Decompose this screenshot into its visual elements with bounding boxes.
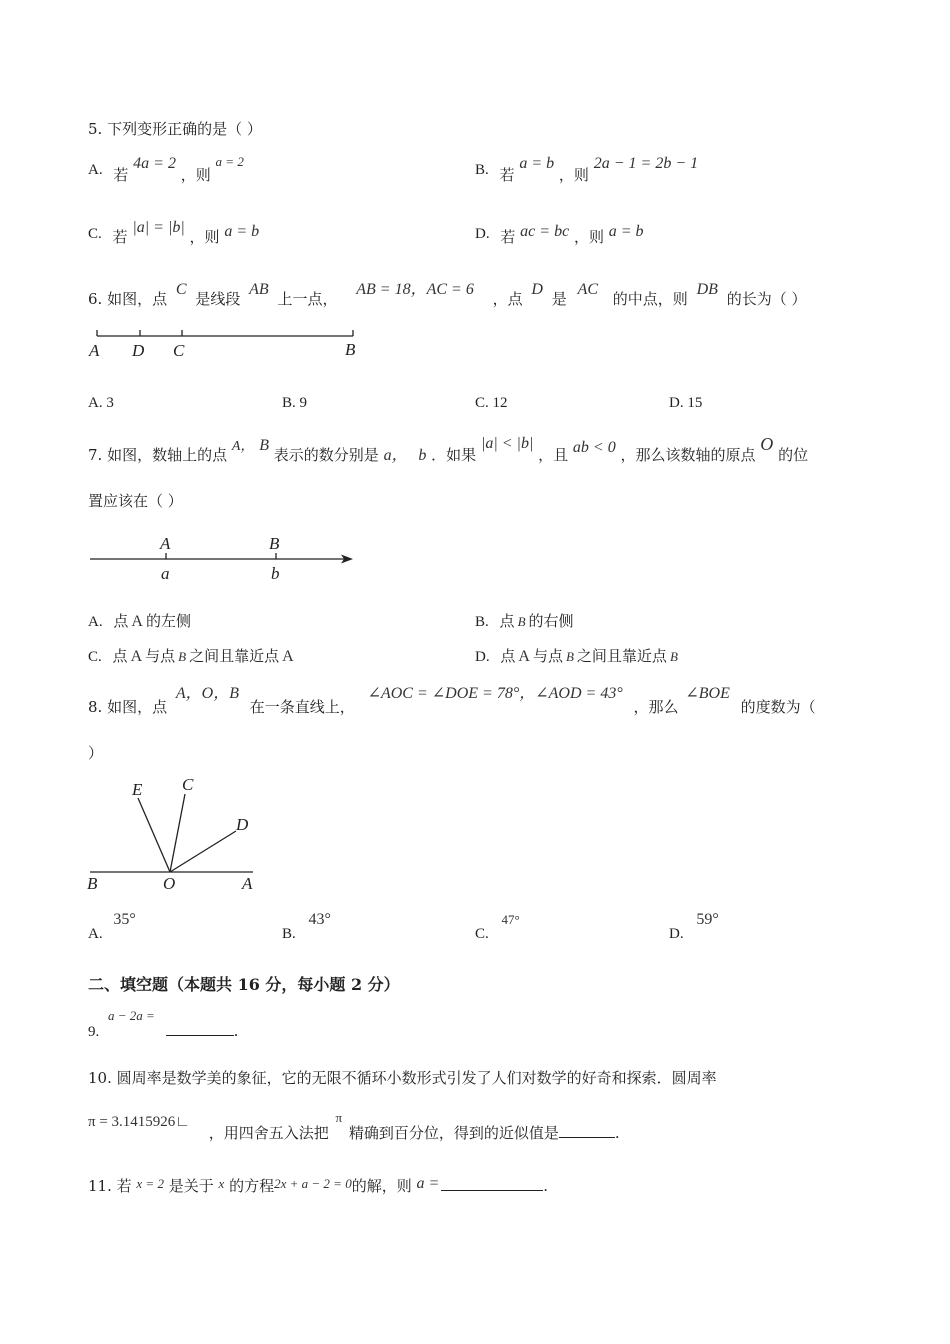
q7-option-a	[88, 610, 191, 631]
option-value: 35°	[113, 911, 136, 928]
q7-stem	[88, 432, 809, 464]
stem-text: 7. 如图，数轴上的点	[88, 446, 228, 464]
stem-text: ，且	[538, 446, 569, 464]
option-text: 若	[500, 228, 516, 246]
q8-option-a	[88, 910, 136, 942]
stem-text: 6. 如图，点	[88, 290, 168, 308]
option-value: 47°	[501, 912, 520, 927]
math-expression: x = 2	[136, 1176, 164, 1191]
point-label-c: C	[182, 775, 194, 794]
math-expression: ∠BOE	[685, 685, 730, 702]
point-label-e: E	[132, 780, 143, 799]
math-expression: 4a = 2	[133, 155, 176, 172]
q5-stem: 5. 下列变形正确的是（ ）	[88, 120, 262, 138]
option-label: C.	[475, 395, 489, 411]
math-expression: π	[335, 1110, 343, 1125]
option-label: C.	[88, 226, 102, 242]
option-text: 的左侧	[145, 612, 191, 630]
math-expression: a = 2	[215, 154, 244, 169]
option-label: B.	[475, 614, 489, 630]
stem-text: 的位	[778, 446, 809, 464]
option-text: 若	[113, 166, 129, 184]
q6-option-c	[475, 395, 508, 412]
math-expression: a =	[416, 1175, 440, 1192]
q6-option-d	[669, 395, 702, 412]
option-label: D.	[475, 226, 490, 242]
math-expression: B	[669, 649, 678, 664]
section-title: 二、填空题（本题共 16 分，每小题 2 分）	[88, 975, 400, 994]
option-value: 12	[492, 395, 508, 411]
stem-text: 是关于	[168, 1177, 214, 1195]
point-label-a: A	[89, 341, 100, 360]
stem-text: 是	[551, 290, 567, 308]
q8-option-c	[475, 910, 520, 942]
q9	[88, 1005, 239, 1040]
q5-option-d	[475, 222, 644, 246]
option-label: D.	[669, 926, 684, 942]
option-label: D.	[669, 395, 684, 411]
q10-line1: 10. 圆周率是数学美的象征，它的无限不循环小数形式引发了人们对数学的好奇和探索．圆周率	[88, 1069, 717, 1087]
q5-option-c	[88, 219, 260, 246]
option-text: 点	[500, 647, 516, 665]
answer-blank[interactable]	[559, 1123, 615, 1138]
math-expression: DB	[696, 281, 718, 298]
stem-text: 的长为（ ）	[726, 290, 807, 308]
point-label-b: B	[269, 534, 280, 553]
q6-stem	[88, 276, 807, 308]
option-text: 之间且靠近点	[576, 647, 667, 665]
math-expression: O	[760, 434, 774, 454]
option-text: ，则	[573, 228, 604, 246]
option-text: 点	[499, 612, 515, 630]
point-label-b: B	[345, 340, 356, 359]
q6-option-b	[282, 395, 307, 412]
q8-option-d	[669, 910, 719, 942]
math-expression: |a| = |b|	[132, 219, 185, 236]
option-value: 3	[106, 395, 114, 411]
stem-text: 的解，则	[351, 1177, 412, 1195]
option-text: 若	[499, 166, 515, 184]
stem-text: 8. 如图，点	[88, 698, 168, 716]
q7-option-c	[88, 645, 294, 666]
stem-text: 的度数为（	[740, 698, 816, 716]
q7-option-d	[475, 645, 678, 666]
q5-option-a	[88, 154, 244, 184]
option-text: 与点	[532, 647, 563, 665]
point-label-c: C	[173, 341, 185, 360]
q8-angle-figure	[85, 775, 265, 895]
option-label: D.	[475, 649, 490, 665]
option-text: 点	[112, 647, 128, 665]
point-label-a: A	[160, 534, 171, 553]
option-label: B.	[475, 162, 489, 178]
point-label-b: B	[87, 874, 98, 893]
math-expression: a = b	[608, 223, 644, 240]
option-text: ，则	[558, 166, 589, 184]
stem-text: 表示的数分别是	[273, 446, 379, 464]
q6-option-a	[88, 395, 114, 412]
option-text: 之间且靠近点	[189, 647, 280, 665]
math-expression: AB	[249, 281, 269, 298]
math-expression: B	[565, 649, 574, 664]
option-text: 与点	[145, 647, 176, 665]
math-expression: a = b	[224, 223, 260, 240]
math-expression: π = 3.1415926∟	[88, 1114, 190, 1130]
option-label: B.	[282, 395, 296, 411]
point-label-a: A	[242, 874, 253, 893]
answer-blank[interactable]	[166, 1021, 234, 1036]
question-number: 9.	[88, 1024, 100, 1040]
math-expression: ac = bc	[520, 223, 570, 240]
point-label-d: D	[236, 815, 249, 834]
q5-option-b	[475, 155, 699, 184]
option-value: 15	[687, 395, 703, 411]
value-label-a: a	[161, 564, 170, 583]
option-label: A.	[88, 926, 103, 942]
stem-text: .	[543, 1177, 549, 1195]
math-expression: B	[178, 649, 187, 664]
option-label: A.	[88, 395, 103, 411]
stem-text: ，用四舍五入法把	[208, 1124, 329, 1142]
math-expression: B	[259, 437, 269, 454]
stem-text: 在一条直线上，	[249, 698, 355, 716]
stem-text: 精确到百分位，得到的近似值是	[348, 1124, 559, 1142]
math-expression: a = b	[519, 155, 555, 172]
math-expression: AC	[577, 281, 599, 298]
stem-text: .	[614, 1124, 620, 1142]
option-text: 若	[112, 228, 128, 246]
math-expression: A，	[231, 439, 255, 454]
stem-text: 是线段	[195, 290, 241, 308]
q8-option-b	[282, 910, 331, 942]
q10-line2	[88, 1110, 620, 1142]
math-expression: 2a − 1 = 2b − 1	[593, 155, 699, 172]
math-expression: x	[218, 1176, 225, 1191]
option-value: 43°	[308, 911, 331, 928]
answer-blank[interactable]	[441, 1176, 543, 1191]
option-value: 9	[299, 395, 308, 411]
value-label-b: b	[271, 564, 280, 583]
stem-text: ，那么	[633, 698, 679, 716]
option-text: ，则	[180, 166, 211, 184]
math-expression: |a| < |b|	[480, 435, 534, 452]
math-expression: AB = 18，AC = 6	[356, 281, 474, 298]
math-expression: A	[131, 613, 143, 630]
math-expression: a，	[383, 447, 408, 464]
math-expression: ∠AOC = ∠DOE = 78°，∠AOD = 43°	[367, 685, 623, 702]
option-text: ，则	[189, 228, 220, 246]
math-expression: a − 2a =	[108, 1008, 155, 1023]
option-label: C.	[475, 926, 489, 942]
math-expression: ab < 0	[572, 439, 616, 456]
math-expression: A	[518, 648, 530, 665]
option-label: A.	[88, 614, 103, 630]
point-label-d: D	[132, 341, 145, 360]
option-text: 点	[113, 612, 129, 630]
math-expression: A	[130, 648, 143, 665]
math-expression: A	[282, 648, 294, 665]
q8-stem	[88, 680, 816, 716]
option-text: 的右侧	[528, 612, 574, 630]
math-expression: 2x + a − 2 = 0	[274, 1176, 352, 1191]
q7-stem-line2: 置应该在（ ）	[88, 492, 183, 510]
stem-text: 的方程	[229, 1177, 275, 1195]
q6-segment-figure	[85, 325, 375, 365]
math-expression: D	[531, 281, 543, 298]
math-expression: C	[175, 281, 187, 298]
math-expression: b	[418, 447, 427, 464]
stem-text: 的中点，则	[612, 290, 688, 308]
stem-text: 11. 若	[88, 1177, 132, 1195]
stem-text: .	[233, 1022, 239, 1040]
point-label-o: O	[163, 874, 176, 893]
q7-number-line-figure	[85, 532, 360, 587]
stem-text: ，那么该数轴的原点	[620, 446, 756, 464]
stem-text: ．如果	[431, 446, 477, 464]
stem-text: 上一点，	[277, 290, 338, 308]
option-label: B.	[282, 926, 296, 942]
q8-stem-line2: ）	[88, 744, 104, 762]
option-value: 59°	[696, 911, 719, 928]
q11	[88, 1175, 548, 1196]
math-expression: B	[517, 614, 526, 629]
option-label: C.	[88, 649, 102, 665]
q7-option-b	[475, 610, 574, 631]
option-label: A.	[88, 162, 103, 178]
math-expression: A，O，B	[175, 685, 239, 702]
stem-text: ，点	[492, 290, 523, 308]
